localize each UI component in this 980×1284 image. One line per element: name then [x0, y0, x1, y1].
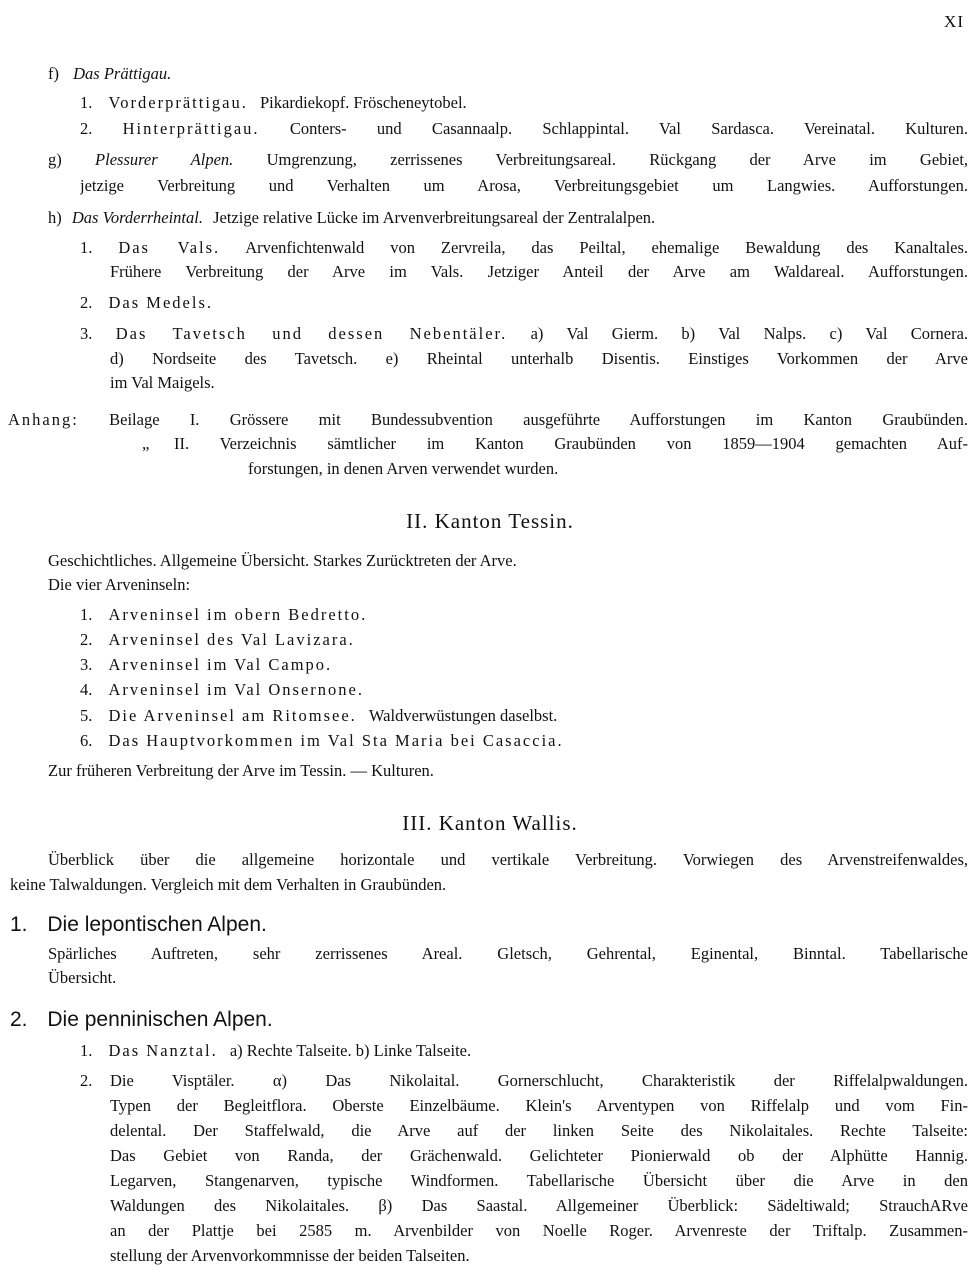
- item-name: Arveninsel des Val Lavizara.: [108, 630, 355, 649]
- anhang-text: Beilage I. Grössere mit Bundessubvention ausgeführte Aufforstungen im Kanton Graubünden.: [109, 410, 968, 429]
- visp-text: stellung der Arvenvorkommnisse der beiden Talseiten.: [110, 1246, 470, 1265]
- item-text: Arvenfichtenwald von Zervreila, das Peiltal, ehemalige Bewaldung des Kanaltales.: [245, 238, 968, 257]
- visp-text: delental. Der Staffelwald, die Arve auf der linken Seite des Nikolaitales. Rechte Talseite:: [110, 1121, 968, 1140]
- item-name: Vorderprättigau.: [108, 93, 248, 112]
- wallis-intro-2: keine Talwaldungen. Vergleich mit dem Verhalten in Graubünden.: [10, 875, 447, 894]
- list-item: [80, 605, 367, 625]
- item-number: 2.: [80, 293, 93, 312]
- visp-text: Typen der Begleitflora. Oberste Einzelbäume. Klein's Arventypen von Riffelalp und vom Fin-: [110, 1096, 968, 1115]
- tessin-closing: Zur früheren Verbreitung der Arve im Tessin. — Kulturen.: [48, 761, 434, 780]
- item-text: im Val Maigels.: [110, 373, 215, 392]
- list-item: [80, 119, 968, 141]
- list-item: [80, 680, 364, 700]
- wallis-section-1-line-2: Übersicht.: [48, 968, 117, 987]
- item-number: 4.: [80, 680, 93, 699]
- section-g-text-2: jetzige Verbreitung und Verhalten um Arosa, Verbreitungsgebiet um Langwies. Aufforstungen.: [80, 176, 968, 195]
- item-name: Das Vals.: [118, 238, 221, 257]
- anhang-label: Anhang:: [8, 410, 79, 429]
- section-text: Spärliches Auftreten, sehr zerrissenes Areal. Gletsch, Gehrental, Eginental, Binntal. Tabellarische: [48, 944, 968, 963]
- list-item: [80, 630, 355, 650]
- page-number: XI: [944, 12, 964, 31]
- item-text: d) Nordseite des Tavetsch. e) Rheintal unterhalb Disentis. Einstiges Vorkommen der Arve: [110, 349, 968, 368]
- item-name: Das Hauptvorkommen im Val Sta Maria bei Casaccia.: [108, 731, 564, 750]
- list-item-nanztal: [80, 1041, 471, 1061]
- wallis-section-1: [10, 913, 267, 937]
- wallis-section-1-line-1: [48, 944, 968, 966]
- item-name: Arveninsel im Val Campo.: [108, 655, 333, 674]
- list-item: [80, 93, 467, 113]
- section-f-title: Das Prättigau.: [73, 64, 172, 83]
- item-text: Conters- und Casannaalp. Schlappintal. Val Sardasca. Vereinatal. Kulturen.: [289, 119, 968, 138]
- section-g-line2: [80, 176, 968, 198]
- item-number: 2.: [80, 119, 93, 138]
- visp-line: [110, 1121, 968, 1143]
- anhang-line-1: [8, 410, 968, 432]
- item-name: Arveninsel im Val Onsernone.: [108, 680, 364, 699]
- item-name: Arveninsel im obern Bedretto.: [108, 605, 368, 624]
- section-h-line: [48, 208, 655, 228]
- item-name: Die Arveninsel am Ritomsee.: [108, 706, 357, 725]
- list-item: [80, 655, 332, 675]
- tessin-subhead: Die vier Arveninseln:: [48, 575, 191, 594]
- section-title: Die lepontischen Alpen.: [47, 913, 267, 936]
- item-number: 6.: [80, 731, 93, 750]
- wallis-heading: III. Kanton Wallis.: [402, 811, 578, 835]
- item-number: 2.: [80, 1071, 93, 1090]
- section-g-label: g): [48, 150, 62, 169]
- list-item-vals-cont: [110, 262, 968, 284]
- list-item-tavetsch: [80, 324, 968, 346]
- item-text: a) Val Gierm. b) Val Nalps. c) Val Cornera.: [530, 324, 968, 343]
- visp-line: [110, 1171, 968, 1193]
- item-text: a) Rechte Talseite. b) Linke Talseite.: [229, 1041, 472, 1060]
- item-text: Frühere Verbreitung der Arve im Vals. Jetziger Anteil der Arve am Waldareal. Aufforstungen.: [110, 262, 968, 281]
- item-number: 1.: [80, 238, 93, 257]
- list-item-medels: [80, 293, 213, 313]
- item-number: 1.: [80, 605, 93, 624]
- section-f-label: f): [48, 64, 59, 83]
- list-item-vals: [80, 238, 968, 260]
- section-g-text: Umgrenzung, zerrissenes Verbreitungsareal. Rückgang der Arve im Gebiet,: [266, 150, 968, 169]
- visp-line: [110, 1221, 968, 1243]
- section-h-label: h): [48, 208, 62, 227]
- item-number: 5.: [80, 706, 93, 725]
- visp-line: [110, 1246, 470, 1266]
- wallis-intro-text: Überblick über die allgemeine horizontale und vertikale Verbreitung. Vorwiegen des Arvenstreifenwaldes,: [48, 850, 968, 869]
- visp-line: [110, 1071, 968, 1093]
- visp-text: Die Visptäler. α) Das Nikolaital. Gornerschlucht, Charakteristik der Riffelalpwaldungen.: [110, 1071, 968, 1090]
- anhang-line-3: [248, 459, 558, 479]
- section-g-title: Plessurer Alpen.: [95, 150, 234, 169]
- visp-text: Das Gebiet von Randa, der Grächenwald. Gelichteter Pionierwald ob der Alphütte Hannig.: [110, 1146, 968, 1165]
- section-h-text: Jetzige relative Lücke im Arvenverbreitungsareal der Zentralalpen.: [213, 208, 656, 227]
- item-name: Das Tavetsch und dessen Nebentäler.: [115, 324, 508, 343]
- wallis-section-2: [10, 1008, 273, 1032]
- item-number: 1.: [80, 1041, 93, 1060]
- list-item: [80, 731, 564, 751]
- section-f-heading: [48, 64, 171, 84]
- list-item-tavetsch-cont2: [110, 373, 215, 393]
- visp-text: Legarven, Stangenarven, typische Windformen. Tabellarische Übersicht über die Arve in den: [110, 1171, 968, 1190]
- wallis-intro-1: [48, 850, 968, 872]
- section-h-title: Das Vorderrheintal.: [71, 208, 203, 227]
- list-item: [80, 706, 557, 726]
- visp-text: Waldungen des Nikolaitales. β) Das Saastal. Allgemeiner Überblick: Sädeltiwald; StrauchARve: [110, 1196, 968, 1215]
- visp-line: [110, 1096, 968, 1118]
- item-name: Das Medels.: [108, 293, 213, 312]
- tessin-intro: Geschichtliches. Allgemeine Übersicht. Starkes Zurücktreten der Arve.: [48, 551, 517, 570]
- visp-line: [110, 1196, 968, 1218]
- visp-text: an der Plattje bei 2585 m. Arvenbilder von Noelle Roger. Arvenreste der Triftalp. Zusammen-: [110, 1221, 968, 1240]
- anhang-mark: „: [142, 434, 150, 453]
- section-number: 1.: [10, 913, 28, 936]
- anhang-line-2: [174, 434, 968, 456]
- tessin-heading: II. Kanton Tessin.: [406, 509, 574, 533]
- section-title: Die penninischen Alpen.: [47, 1008, 273, 1031]
- list-item-tavetsch-cont: [110, 349, 968, 371]
- item-name: Hinterprättigau.: [122, 119, 260, 138]
- item-number: 3.: [80, 655, 93, 674]
- item-number: 2.: [80, 630, 93, 649]
- section-g-line: [48, 150, 968, 172]
- anhang-text: forstungen, in denen Arven verwendet wurden.: [248, 459, 559, 478]
- item-name: Das Nanztal.: [108, 1041, 218, 1060]
- anhang-text: II. Verzeichnis sämtlicher im Kanton Graubünden von 1859—1904 gemachten Auf-: [174, 434, 968, 453]
- item-text: Waldverwüstungen daselbst.: [368, 706, 558, 725]
- item-number: 3.: [80, 324, 93, 343]
- item-text: Pikardiekopf. Fröscheneytobel.: [260, 93, 467, 112]
- item-number: 1.: [80, 93, 93, 112]
- visp-line: [110, 1146, 968, 1168]
- section-number: 2.: [10, 1008, 28, 1031]
